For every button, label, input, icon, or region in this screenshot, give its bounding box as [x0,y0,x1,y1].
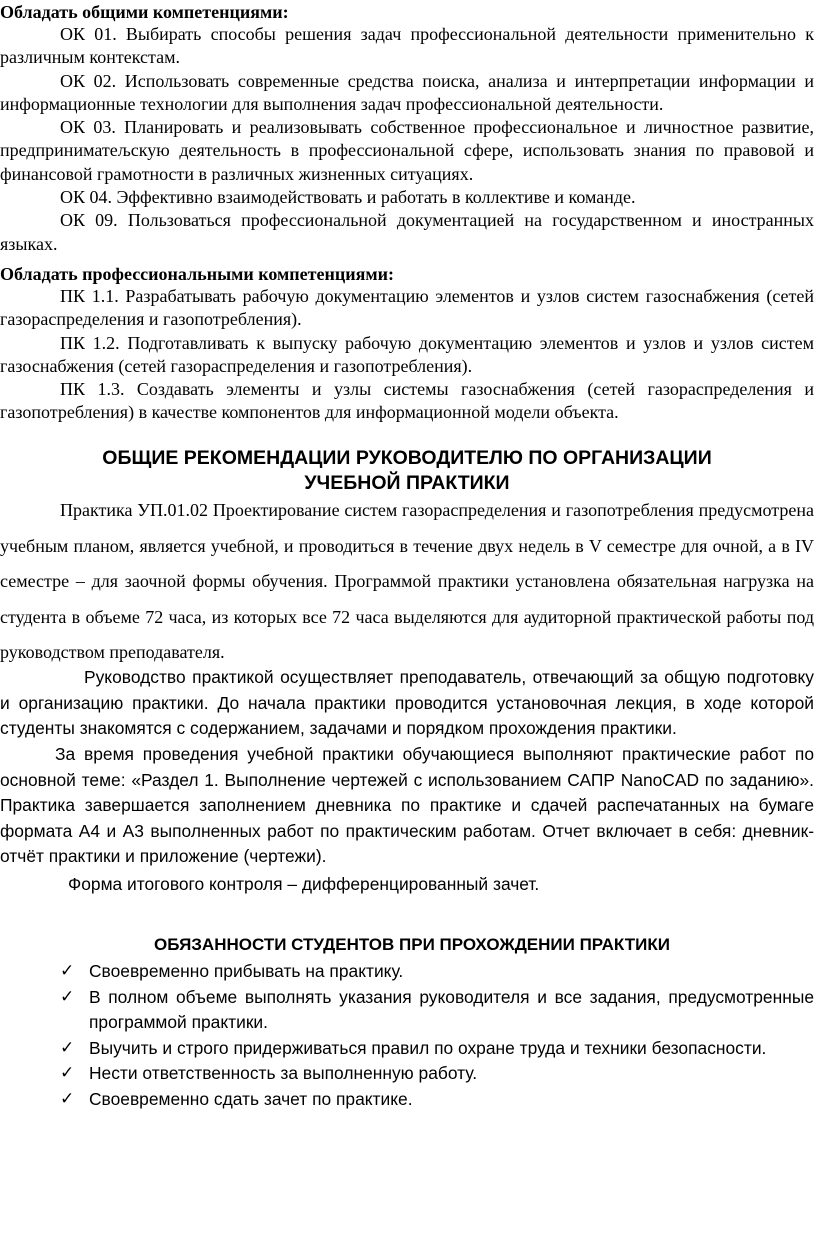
competency-pk12: ПК 1.2. Подготавливать к выпуску рабочую документацию элементов и узлов и узлов систем газоснабжения (сетей газораспределения и газопотребления). [0,332,814,376]
competency-ok03: ОК 03. Планировать и реализовывать собственное профессиональное и личностное развитие, предприниматељскую деятельность в профессиональной сфере, использовать знания по правовой и финансовой грамотности в различных жизненных ситуациях. [0,117,814,184]
general-competencies-heading: Обладать общими компетенциями: [0,2,289,22]
duties-list [0,959,814,1113]
competency-ok04: ОК 04. Эффективно взаимодействовать и работать в коллективе и команде. [60,187,636,208]
competency-pk13: ПК 1.3. Создавать элементы и узлы системы газоснабжения (сетей газораспределения и газопотребления) в качестве компонентов для информационной модели объекта. [0,379,814,423]
checkmark-icon: ✓ [60,986,75,1007]
recommendations-paragraph-3: За время проведения учебной практики обучающиеся выполняют практические работ по основной теме: «Раздел 1. Выполнение чертежей с использованием САПР NanoCAD по заданию». Практика завершается заполнением дневника по практике и сдачей распечатанных на бумаге формата А4 и А3 выполненных работ по практическим работам. Отчет включает в себя: дневник-отчёт практики и приложение (чертежи). [0,744,814,867]
recommendations-paragraph-4: Форма итогового контроля – дифференцированный зачет. [68,874,540,894]
recommendations-title [0,446,814,496]
general-competencies-section [0,1,814,256]
checkmark-icon: ✓ [60,1088,75,1109]
recommendations-title-line2: УЧЕБНОЙ ПРАКТИКИ [304,472,510,494]
competency-ok02: ОК 02. Использовать современные средства поиска, анализа и интерпретации информации и информационные технологии для выполнения задач профессиональной деятельности. [0,70,814,114]
recommendations-title-line1: ОБЩИЕ РЕКОМЕНДАЦИИ РУКОВОДИТЕЛЮ ПО ОРГАНИЗАЦИИ [102,447,712,469]
list-item: ✓ Нести ответственность за выполненную работу. [0,1061,814,1087]
duties-section [0,934,814,1113]
professional-competencies-section [0,263,814,425]
competency-ok09: ОК 09. Пользоваться профессиональной документацией на государственном и иностранных языках. [0,210,814,254]
competency-ok01: ОК 01. Выбирать способы решения задач профессиональной деятельности применительно к различным контекстам. [0,24,814,68]
checkmark-icon: ✓ [60,1037,75,1058]
recommendations-paragraph-1: Практика УП.01.02 Проектирование систем газораспределения и газопотребления предусмотрена учебным планом, является учебной, и проводиться в течение двух недель в V семестре для очной, а в IV семестре – для заочной формы обучения. Программой практики установлена обязательная нагрузка на студента в объеме 72 часа, из которых все 72 часа выделяются для аудиторной практической работы под руководством преподавателя. [0,500,814,662]
competency-pk11: ПК 1.1. Разрабатывать рабочую документацию элементов и узлов систем газоснабжения (сетей газораспределения и газопотребления). [0,286,814,330]
list-item: ✓ Своевременно сдать зачет по практике. [0,1087,814,1113]
checkmark-icon: ✓ [60,961,75,981]
list-item: ✓ Своевременно прибывать на практику. [0,959,814,985]
checkmark-icon: ✓ [60,1063,75,1084]
professional-competencies-heading: Обладать профессиональными компетенциями: [0,264,394,284]
list-item: ✓ В полном объеме выполнять указания руководителя и все задания, предусмотренные программой практики. [60,986,814,1033]
list-item: ✓ Выучить и строго придерживаться правил по охране труда и техники безопасности. [0,1036,814,1062]
recommendations-paragraph-2: Руководство практикой осуществляет преподаватель, отвечающий за общую подготовку и организацию практики. До начала практики проводится установочная лекция, в ходе которой студенты знакомятся с содержанием, задачами и порядком прохождения практики. [0,667,814,739]
duties-title: ОБЯЗАННОСТИ СТУДЕНТОВ ПРИ ПРОХОЖДЕНИИ ПРАКТИКИ [154,935,670,954]
